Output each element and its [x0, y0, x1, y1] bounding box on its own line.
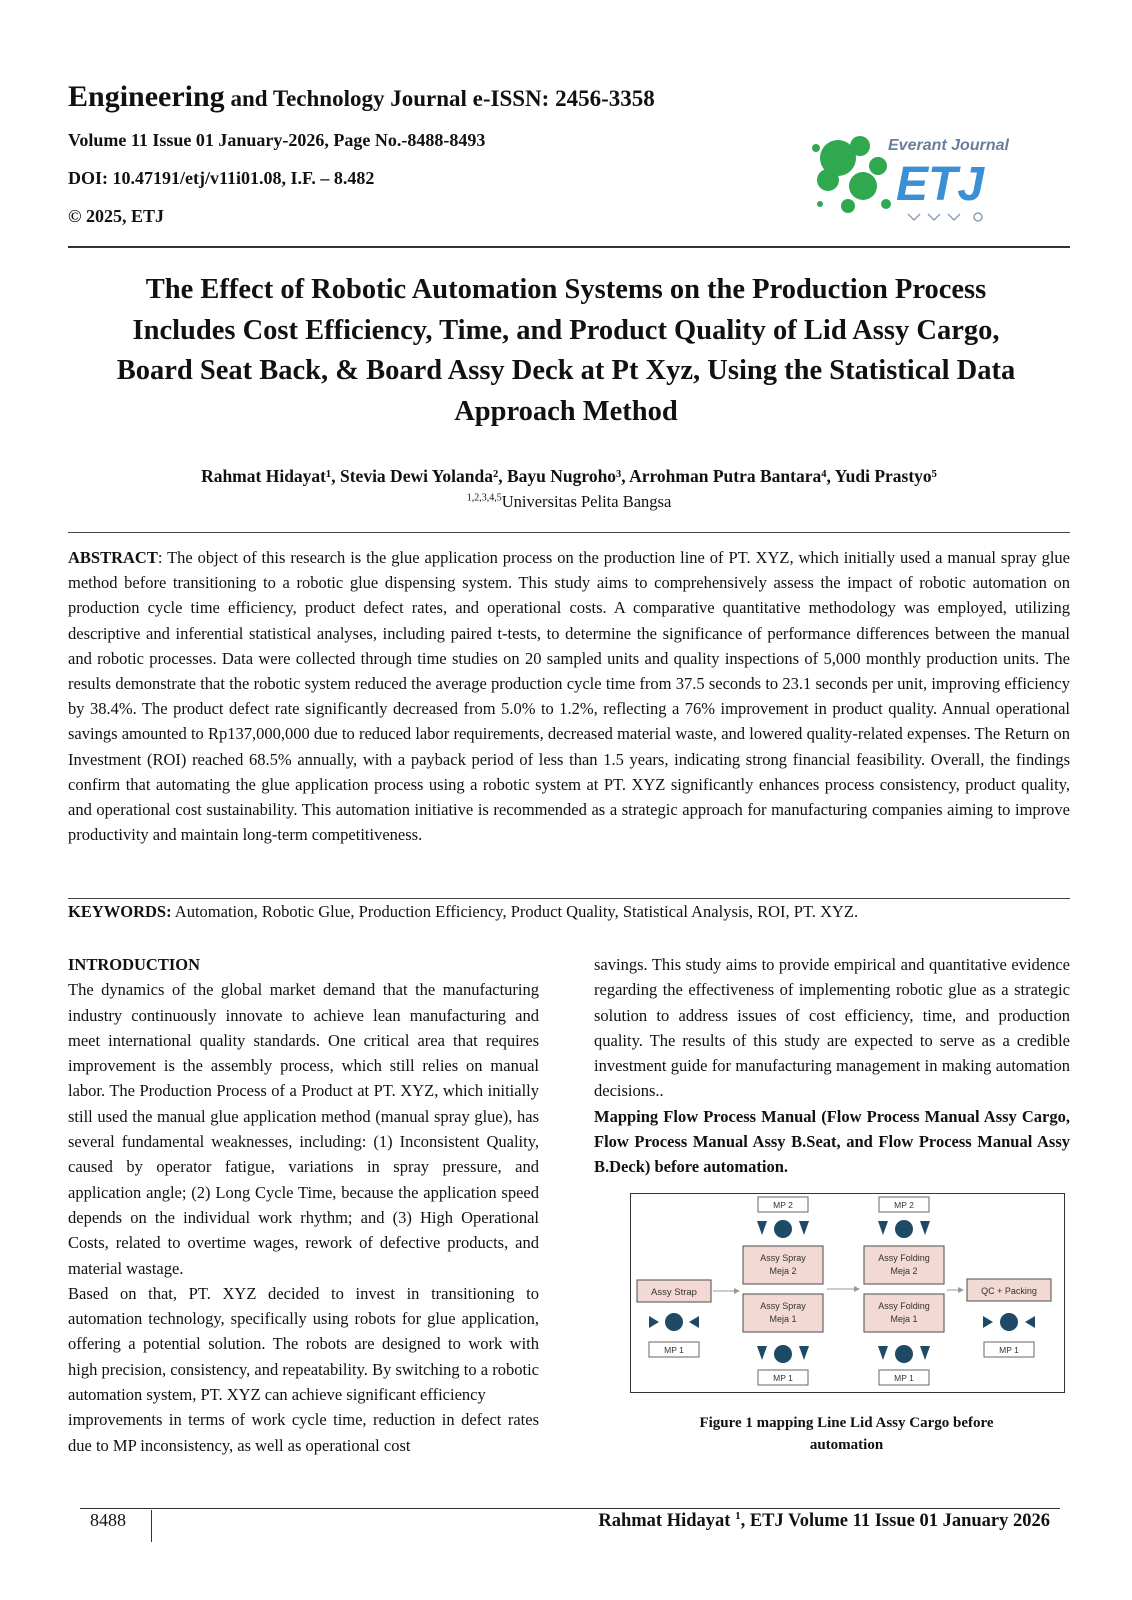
operator-icon-strap: [649, 1313, 699, 1331]
footer-rule: [80, 1508, 1060, 1509]
doi-line: DOI: 10.47191/etj/v11i01.08, I.F. – 8.482: [68, 168, 375, 188]
operator-icon-fold-bottom: [878, 1345, 930, 1363]
affiliation-text: Universitas Pelita Bangsa: [501, 492, 672, 511]
copyright-line: © 2025, ETJ: [68, 206, 164, 226]
node-assy-spray-meja-1: [743, 1294, 823, 1332]
title-line-1: The Effect of Robotic Automation Systems on the Production Process: [145, 274, 987, 305]
mp-label-fold-bottom: MP 1: [894, 1373, 914, 1383]
node-assy-folding-meja-2: [864, 1246, 944, 1284]
left-column: [68, 952, 539, 1458]
keywords: [68, 902, 1070, 922]
journal-name-first-word: Engineering: [68, 80, 225, 113]
spray-m1-label-b: Meja 1: [769, 1314, 797, 1324]
title-line-4: Approach Method: [454, 395, 678, 427]
operator-icon-spray-top: [757, 1220, 809, 1238]
affiliation-sup: 1,2,3,4,5: [466, 492, 502, 504]
footer-journal: , ETJ Volume 11 Issue 01 January 2026: [740, 1511, 1050, 1532]
node-assy-strap-label: Assy Strap: [651, 1287, 697, 1298]
node-assy-spray-meja-2: [743, 1246, 823, 1284]
title-line-2: Includes Cost Efficiency, Time, and Product Quality of Lid Assy Cargo,: [132, 314, 1000, 346]
spray-m1-label-a: Assy Spray: [760, 1301, 806, 1311]
abstract-label: ABSTRACT: [68, 548, 158, 567]
mp-label-qc: MP 1: [999, 1345, 1019, 1355]
journal-name-rest: and Technology Journal e-ISSN: 2456-3358: [230, 86, 655, 111]
journal-logo: [808, 118, 1018, 228]
operator-icon-fold-top: [878, 1220, 930, 1238]
introduction-heading: INTRODUCTION: [68, 955, 201, 974]
spray-m2-label-b: Meja 2: [769, 1266, 797, 1276]
page-number: 8488: [90, 1510, 126, 1530]
operator-icon-qc: [983, 1313, 1035, 1331]
right-column: [594, 952, 1070, 1180]
intro-paragraph-2: Based on that, PT. XYZ decided to invest in transitioning to automation technology, specifically using robots for glue application, offering a potential solution. The robots are designed to work with high precision, consistency, and repeatability. By switching to a robotic automation system, PT. XYZ can achieve significant efficiency: [68, 1283, 539, 1405]
intro-paragraph-3: improvements in terms of work cycle time, reduction in defect rates due to MP inconsistency, as well as operational cost: [68, 1410, 539, 1455]
journal-name: [68, 80, 655, 114]
title-line-3: Board Seat Back, & Board Assy Deck at Pt Xyz, Using the Statistical Data: [116, 355, 1016, 386]
keywords-label: KEYWORDS:: [68, 902, 172, 921]
keywords-text: Automation, Robotic Glue, Production Efficiency, Product Quality, Statistical Analysis, ROI, PT. XYZ.: [171, 902, 859, 921]
footer-author: Rahmat Hidayat: [598, 1511, 736, 1532]
footer-citation: [540, 1510, 1050, 1532]
node-assy-folding-meja-1: [864, 1294, 944, 1332]
authors: Rahmat Hidayat¹, Stevia Dewi Yolanda², Bayu Nugroho³, Arrohman Putra Bantara⁴, Yudi Prastyo⁵: [201, 466, 937, 486]
fold-m2-label-b: Meja 2: [890, 1266, 918, 1276]
footer-author-sup: 1: [735, 1510, 741, 1522]
figure-1-flow-diagram: [630, 1193, 1065, 1393]
intro-right-paragraph-1: savings. This study aims to provide empirical and quantitative evidence regarding the effectiveness of implementing robotic glue as a strategic solution to address issues of cost efficiency, time, and production quality. The results of this study are expected to serve as a credible investment guide for manufacturing management in making automation decisions..: [594, 955, 1070, 1101]
node-qc-label: QC + Packing: [981, 1286, 1037, 1296]
mp-label-fold-top: MP 2: [894, 1200, 914, 1210]
figure-caption-line-1: Figure 1 mapping Line Lid Assy Cargo before: [699, 1415, 994, 1431]
abstract: [68, 545, 1070, 847]
node-assy-strap: [637, 1280, 711, 1302]
figure-1-caption: [640, 1412, 1053, 1456]
logo-text-main: ETJ: [896, 158, 985, 211]
logo-text-top: Everant Journal: [888, 137, 1009, 154]
paper-title: [80, 270, 1052, 432]
footer-separator: [151, 1510, 152, 1542]
intro-paragraph-1: The dynamics of the global market demand that the manufacturing industry continuously innovate to achieve lean manufacturing and meet international quality standards. One critical area that requires improvement is the assembly process, which still relies on manual labor. The Production Process of a Product at PT. XYZ, which initially still used the manual glue application method (manual spray glue), has several fundamental weaknesses, including: (1) Inconsistent Quality, caused by operator fatigue, variations in spray pressure, and application angle; (2) Long Cycle Time, because the application speed depends on the individual work rhythm; and (3) High Operational Costs, related to overtime wages, rework of defective products, and material wastage.: [68, 980, 539, 1278]
fold-m1-label-b: Meja 1: [890, 1314, 918, 1324]
mapping-heading: Mapping Flow Process Manual (Flow Process Manual Assy Cargo, Flow Process Manual Assy B.Seat, and Flow Process Manual Assy B.Deck) before automation.: [594, 1106, 1070, 1177]
volume-line: Volume 11 Issue 01 January-2026, Page No.-8488-8493: [68, 130, 486, 150]
operator-icon-spray-bottom: [757, 1345, 809, 1363]
spray-m2-label-a: Assy Spray: [760, 1253, 806, 1263]
abstract-text: : The object of this research is the glue application process on the production line of PT. XYZ, which initially used a manual spray glue method before transitioning to a robotic glue dispensing system. This study aims to comprehensively assess the impact of robotic automation on production cycle time efficiency, product defect rates, and operational costs. A comparative quantitative methodology was employed, utilizing descriptive and inferential statistical analyses, including paired t-tests, to determine the significance of performance differences between the manual and robotic processes. Data were collected through time studies on 20 sampled units and quality inspections of 5,000 monthly production units. The results demonstrate that the robotic system reduced the average production cycle time from 37.5 seconds to 23.1 seconds per unit, improving efficiency by 38.4%. The product defect rate significantly decreased from 5.0% to 1.2%, reflecting a 76% improvement in product quality. Annual operational savings amounted to Rp137,000,000 due to reduced labor requirements, decreased material waste, and lowered quality-related expenses. The Return on Investment (ROI) reached 68.5% annually, with a payback period of less than 1.5 years, indicating strong financial feasibility. Overall, the findings confirm that automating the glue application process using a robotic system at PT. XYZ significantly enhances process consistency, product quality, and operational cost sustainability. This automation initiative is recommended as a strategic approach for manufacturing companies aiming to improve productivity and maintain long-term competitiveness.: [68, 548, 1070, 845]
mp-label-strap: MP 1: [664, 1345, 684, 1355]
mp-label-spray-bottom: MP 1: [773, 1373, 793, 1383]
figure-caption-line-2: automation: [809, 1437, 884, 1453]
logo-splash-icon: [812, 136, 891, 213]
mp-label-spray-top: MP 2: [773, 1200, 793, 1210]
fold-m1-label-a: Assy Folding: [878, 1301, 930, 1311]
header-rule: [68, 246, 1070, 248]
affiliation: [68, 492, 1070, 512]
flow-arrows: [713, 1289, 963, 1291]
node-qc-packing: [967, 1279, 1051, 1301]
logo-decoration-icon: [908, 213, 982, 221]
keywords-top-rule: [68, 898, 1070, 899]
abstract-top-rule: [68, 532, 1070, 533]
fold-m2-label-a: Assy Folding: [878, 1253, 930, 1263]
